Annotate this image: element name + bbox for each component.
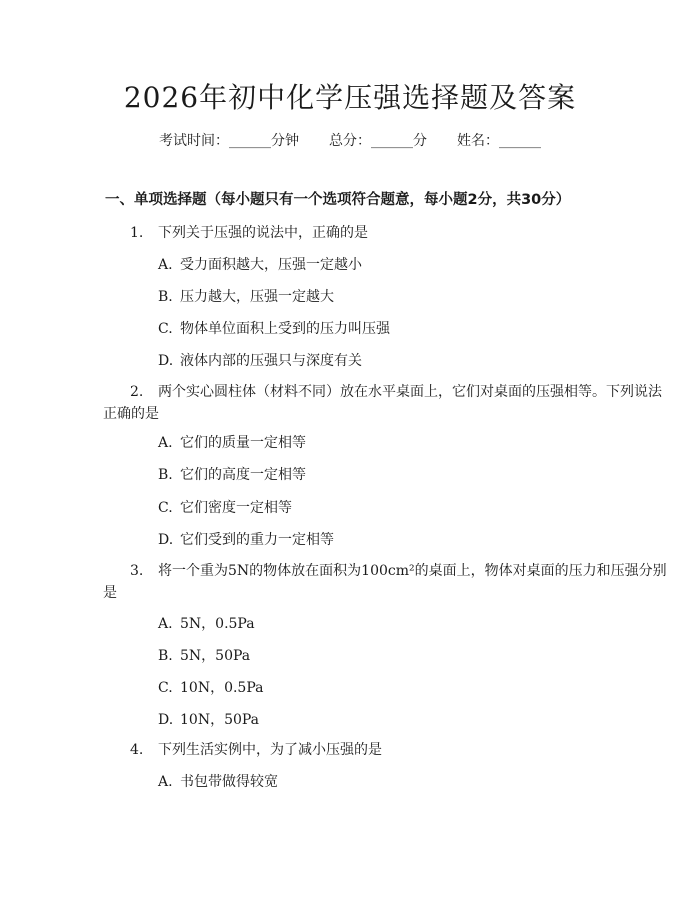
option-text: 物体单位面积上受到的压力叫压强 — [180, 321, 390, 337]
question-number: 4. — [130, 742, 144, 758]
question-number: 2. — [130, 384, 144, 400]
question-4-option-a — [158, 771, 278, 793]
option-text: 5N，50Pa — [180, 648, 251, 664]
question-2-option-b — [158, 464, 306, 486]
total-score-field: 总分：______分 — [329, 133, 427, 149]
option-letter: D. — [158, 532, 174, 548]
question-number: 3. — [130, 563, 144, 579]
option-text: 书包带做得较宽 — [180, 774, 278, 790]
question-3-option-b — [158, 645, 250, 667]
option-text: 液体内部的压强只与深度有关 — [180, 353, 362, 369]
option-letter: A. — [158, 774, 173, 790]
option-text: 10N，0.5Pa — [180, 680, 264, 696]
question-1-stem — [130, 222, 368, 244]
option-letter: C. — [158, 680, 173, 696]
question-2-option-c — [158, 497, 292, 519]
question-text: 下列生活实例中，为了减小压强的是 — [158, 742, 382, 758]
option-text: 它们的高度一定相等 — [180, 467, 306, 483]
exam-time-field: 考试时间：______分钟 — [159, 133, 299, 149]
question-1-option-d — [158, 350, 362, 372]
option-text: 它们密度一定相等 — [180, 500, 292, 516]
question-2-option-a — [158, 432, 306, 454]
option-letter: D. — [158, 353, 174, 369]
option-letter: C. — [158, 500, 173, 516]
option-text: 压力越大，压强一定越大 — [180, 289, 334, 305]
question-3-option-c — [158, 677, 263, 699]
option-letter: B. — [158, 648, 173, 664]
option-letter: C. — [158, 321, 173, 337]
question-3-option-a — [158, 613, 255, 635]
question-1-option-b — [158, 286, 334, 308]
page-title: 2026年初中化学压强选择题及答案 — [123, 81, 577, 114]
question-2-option-d — [158, 529, 334, 551]
question-number: 1. — [130, 225, 144, 241]
question-text: 下列关于压强的说法中，正确的是 — [158, 225, 368, 241]
question-text: 将一个重为5N的物体放在面积为100cm²的桌面上，物体对桌面的压力和压强分别是 — [103, 563, 667, 601]
option-text: 10N，50Pa — [180, 712, 260, 728]
student-name-field: 姓名：______ — [457, 133, 541, 149]
option-letter: B. — [158, 467, 173, 483]
option-letter: A. — [158, 257, 173, 273]
question-3-stem — [103, 560, 673, 604]
option-letter: D. — [158, 712, 174, 728]
question-1-option-a — [158, 254, 362, 276]
exam-meta-line — [0, 131, 700, 151]
question-3-option-d — [158, 709, 259, 731]
question-4-stem — [130, 739, 382, 761]
option-text: 它们受到的重力一定相等 — [180, 532, 334, 548]
option-letter: A. — [158, 616, 173, 632]
option-text: 5N，0.5Pa — [180, 616, 255, 632]
option-text: 受力面积越大，压强一定越小 — [180, 257, 362, 273]
question-2-stem — [103, 381, 673, 425]
option-letter: A. — [158, 435, 173, 451]
question-1-option-c — [158, 318, 390, 340]
option-text: 它们的质量一定相等 — [180, 435, 306, 451]
question-text: 两个实心圆柱体（材料不同）放在水平桌面上，它们对桌面的压强相等。下列说法正确的是 — [103, 384, 662, 422]
section-heading: 一、单项选择题（每小题只有一个选项符合题意，每小题2分，共30分） — [105, 192, 571, 208]
option-letter: B. — [158, 289, 173, 305]
